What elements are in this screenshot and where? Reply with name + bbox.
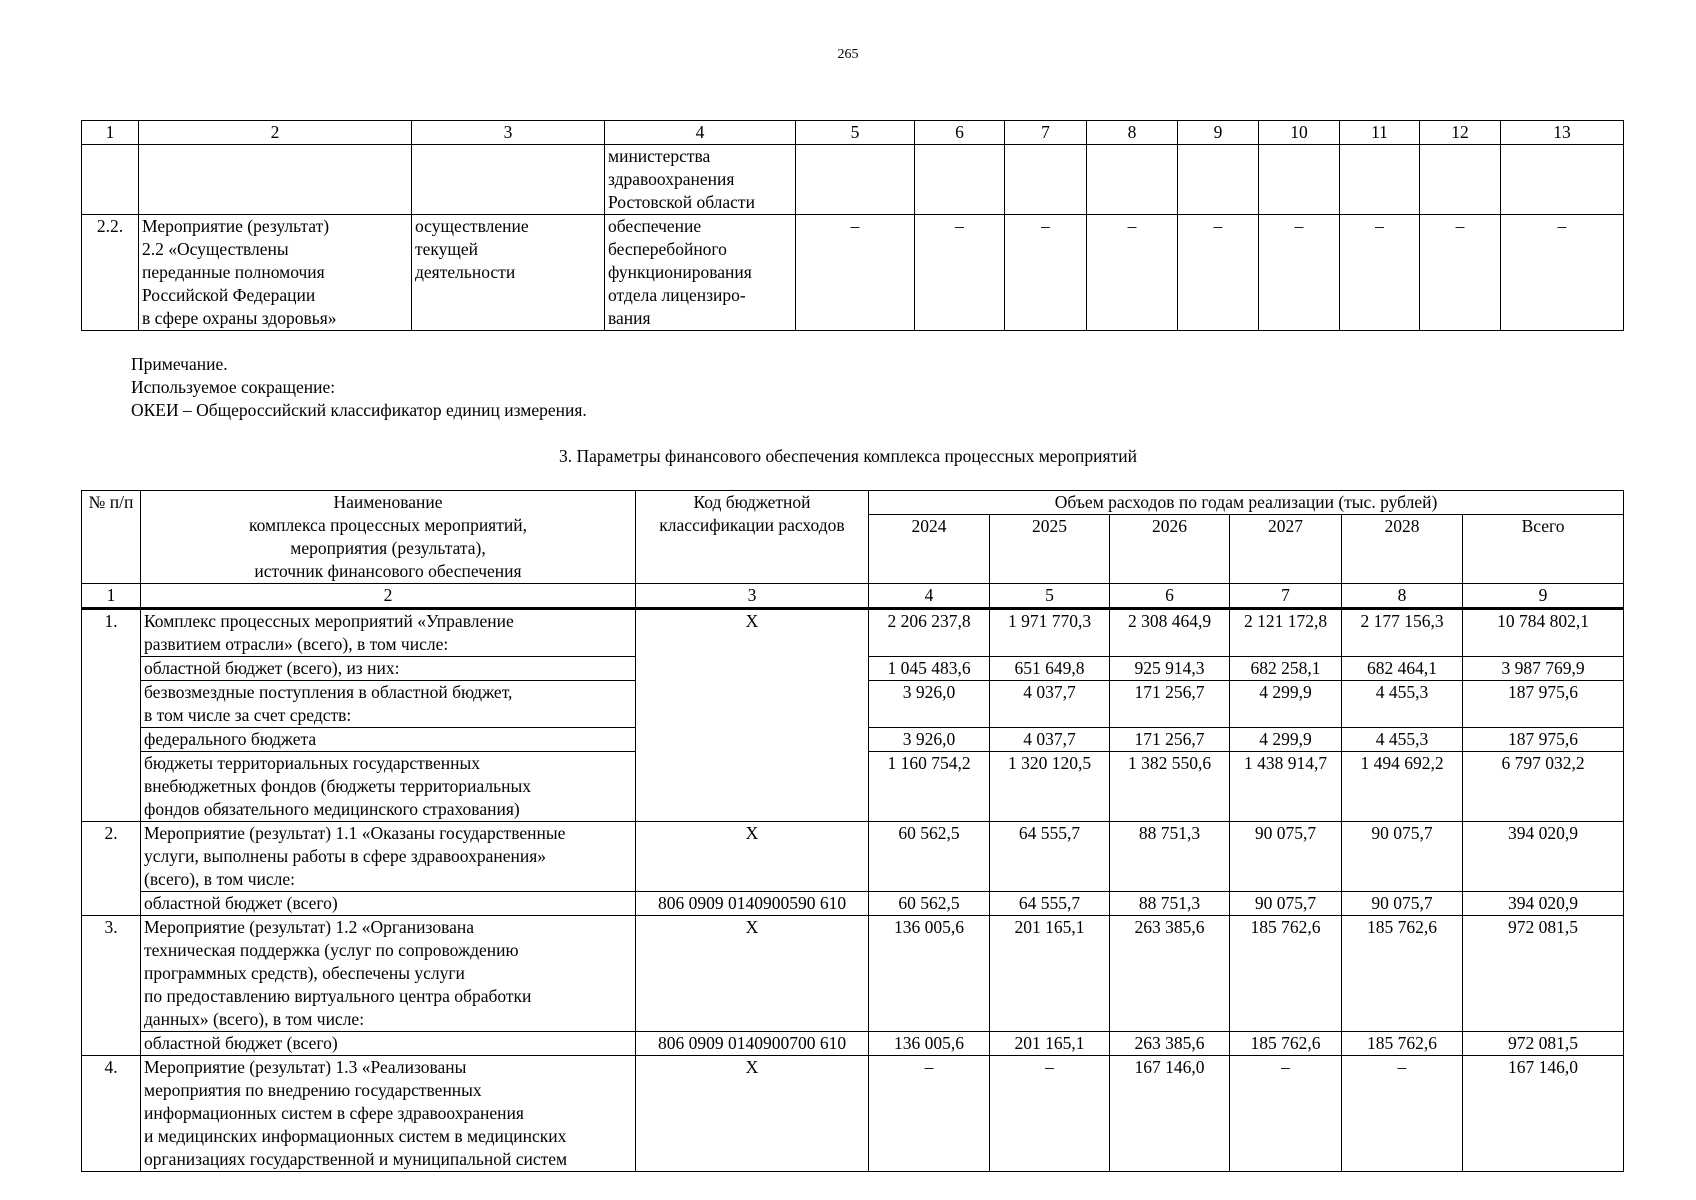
value-cell: 4 455,3	[1342, 728, 1463, 752]
row-number: 1.	[82, 609, 141, 822]
table-row	[82, 892, 1624, 916]
table-header-row	[82, 121, 1624, 145]
total-cell: 972 081,5	[1463, 916, 1624, 1032]
value-cell: 201 165,1	[990, 916, 1110, 1032]
total-cell: 3 987 769,9	[1463, 657, 1624, 681]
value-cell: 4 037,7	[990, 728, 1110, 752]
budget-code-cell: 806 0909 0140900700 610	[636, 1032, 869, 1056]
total-cell: 394 020,9	[1463, 822, 1624, 892]
row-number: 2.2.	[82, 215, 139, 331]
column-number: 6	[1110, 584, 1230, 609]
value-cell: 1 438 914,7	[1230, 752, 1342, 822]
source-name-cell: областной бюджет (всего), из них:	[141, 657, 636, 681]
value-cell: 651 649,8	[990, 657, 1110, 681]
value-cell: –	[1230, 1056, 1342, 1172]
total-cell: 187 975,6	[1463, 681, 1624, 728]
source-name-cell: областной бюджет (всего)	[141, 1032, 636, 1056]
value-cell: 263 385,6	[1110, 916, 1230, 1032]
value-cell: 90 075,7	[1342, 892, 1463, 916]
value-cell: 925 914,3	[1110, 657, 1230, 681]
continuation-table	[81, 120, 1624, 331]
value-cell: –	[1178, 215, 1259, 331]
value-cell: 171 256,7	[1110, 728, 1230, 752]
value-cell: 3 926,0	[869, 728, 990, 752]
column-number: 10	[1259, 121, 1340, 145]
value-cell: 64 555,7	[990, 822, 1110, 892]
value-cell: 60 562,5	[869, 892, 990, 916]
value-cell: 1 494 692,2	[1342, 752, 1463, 822]
value-cell: –	[1340, 215, 1420, 331]
value-cell: 90 075,7	[1230, 822, 1342, 892]
total-cell: 167 146,0	[1463, 1056, 1624, 1172]
value-cell: 201 165,1	[990, 1032, 1110, 1056]
column-number: 5	[796, 121, 915, 145]
table-header-row	[82, 491, 1624, 515]
value-cell: 185 762,6	[1342, 1032, 1463, 1056]
source-name-cell: Мероприятие (результат) 1.3 «Реализованы мероприятия по внедрению государственных информационных систем в сфере здравоохранения и медицинских информационных систем в медицинских организациях государственной и муниципальной систем	[141, 1056, 636, 1172]
value-cell: 88 751,3	[1110, 822, 1230, 892]
column-number: 1	[82, 121, 139, 145]
note-title: Примечание.	[131, 354, 228, 374]
name-header: Наименование комплекса процессных мероприятий, мероприятия (результата), источник финансового обеспечения	[141, 491, 636, 584]
value-cell: 1 320 120,5	[990, 752, 1110, 822]
value-cell: 64 555,7	[990, 892, 1110, 916]
budget-code-cell: Х	[636, 916, 869, 1032]
column-number: 9	[1463, 584, 1624, 609]
table-row	[82, 1032, 1624, 1056]
value-cell: –	[1259, 215, 1340, 331]
column-number: 8	[1342, 584, 1463, 609]
note-line: Используемое сокращение:	[131, 377, 336, 397]
value-cell: 1 160 754,2	[869, 752, 990, 822]
value-cell: 185 762,6	[1342, 916, 1463, 1032]
value-cell: 1 971 770,3	[990, 609, 1110, 657]
value-cell: –	[915, 215, 1005, 331]
column-number-row	[82, 584, 1624, 609]
value-cell: 4 299,9	[1230, 681, 1342, 728]
value-cell: 263 385,6	[1110, 1032, 1230, 1056]
code-header: Код бюджетной классификации расходов	[636, 491, 869, 584]
table-row	[82, 145, 1624, 215]
column-number: 1	[82, 584, 141, 609]
value-cell: 682 464,1	[1342, 657, 1463, 681]
financing-table	[81, 490, 1624, 1172]
column-number: 9	[1178, 121, 1259, 145]
column-number: 7	[1005, 121, 1087, 145]
volume-header: Объем расходов по годам реализации (тыс. рублей)	[869, 491, 1624, 515]
budget-code-cell: Х	[636, 822, 869, 892]
page-number: 265	[837, 47, 859, 62]
budget-code-cell: 806 0909 0140900590 610	[636, 892, 869, 916]
total-cell: 10 784 802,1	[1463, 609, 1624, 657]
column-number: 4	[869, 584, 990, 609]
total-cell: 394 020,9	[1463, 892, 1624, 916]
column-number: 2	[141, 584, 636, 609]
value-cell: 2 308 464,9	[1110, 609, 1230, 657]
column-number: 2	[139, 121, 412, 145]
value-cell: 4 037,7	[990, 681, 1110, 728]
year-header: 2027	[1230, 515, 1342, 584]
value-cell: 1 045 483,6	[869, 657, 990, 681]
source-name-cell: Комплекс процессных мероприятий «Управление развитием отрасли» (всего), в том числе:	[141, 609, 636, 657]
total-cell: 6 797 032,2	[1463, 752, 1624, 822]
column-number: 8	[1087, 121, 1178, 145]
column-number: 7	[1230, 584, 1342, 609]
column-number: 4	[605, 121, 796, 145]
value-cell: 185 762,6	[1230, 916, 1342, 1032]
value-cell: 2 121 172,8	[1230, 609, 1342, 657]
value-cell: 167 146,0	[1110, 1056, 1230, 1172]
column-number: 3	[412, 121, 605, 145]
row-number: 3.	[82, 916, 141, 1056]
value-cell: –	[869, 1056, 990, 1172]
value-cell: 136 005,6	[869, 916, 990, 1032]
value-cell: –	[1087, 215, 1178, 331]
column-number: 5	[990, 584, 1110, 609]
responsible-cell: министерства здравоохранения Ростовской области	[605, 145, 796, 215]
num-header: № п/п	[82, 491, 141, 584]
source-name-cell: бюджеты территориальных государственных внебюджетных фондов (бюджеты территориальных фондов обязательного медицинского страхования)	[141, 752, 636, 822]
value-cell: –	[1420, 215, 1501, 331]
value-cell: 3 926,0	[869, 681, 990, 728]
budget-code-cell: Х	[636, 1056, 869, 1172]
value-cell: –	[990, 1056, 1110, 1172]
value-cell: 1 382 550,6	[1110, 752, 1230, 822]
value-cell: –	[1005, 215, 1087, 331]
value-cell: 682 258,1	[1230, 657, 1342, 681]
value-cell: –	[1501, 215, 1624, 331]
table-row	[82, 916, 1624, 1032]
value-cell: 4 299,9	[1230, 728, 1342, 752]
total-header: Всего	[1463, 515, 1624, 584]
value-cell: 4 455,3	[1342, 681, 1463, 728]
value-cell: 2 177 156,3	[1342, 609, 1463, 657]
source-name-cell: безвозмездные поступления в областной бюджет, в том числе за счет средств:	[141, 681, 636, 728]
column-number: 6	[915, 121, 1005, 145]
value-cell: 60 562,5	[869, 822, 990, 892]
value-cell: 90 075,7	[1230, 892, 1342, 916]
table-row	[82, 609, 1624, 657]
measure-name-cell: Мероприятие (результат) 2.2 «Осуществлены переданные полномочия Российской Федерации в сфере охраны здоровья»	[139, 215, 412, 331]
column-number: 12	[1420, 121, 1501, 145]
total-cell: 187 975,6	[1463, 728, 1624, 752]
value-cell: 185 762,6	[1230, 1032, 1342, 1056]
row-number: 2.	[82, 822, 141, 916]
year-header: 2024	[869, 515, 990, 584]
budget-code-cell: Х	[636, 609, 869, 822]
source-name-cell: Мероприятие (результат) 1.2 «Организована техническая поддержка (услуг по сопровождению программных средств), обеспечены услуги по предоставлению виртуального центра обработки данных» (всего), в том числе:	[141, 916, 636, 1032]
value-cell: 2 206 237,8	[869, 609, 990, 657]
column-number: 3	[636, 584, 869, 609]
year-header: 2025	[990, 515, 1110, 584]
characteristic-cell: обеспечение бесперебойного функционирования отдела лицензиро- вания	[605, 215, 796, 331]
year-header: 2026	[1110, 515, 1230, 584]
source-name-cell: Мероприятие (результат) 1.1 «Оказаны государственные услуги, выполнены работы в сфере здравоохранения» (всего), в том числе:	[141, 822, 636, 892]
column-number: 11	[1340, 121, 1420, 145]
source-name-cell: областной бюджет (всего)	[141, 892, 636, 916]
note-block	[131, 353, 587, 422]
value-cell: 136 005,6	[869, 1032, 990, 1056]
table-row	[82, 215, 1624, 331]
table-row	[82, 822, 1624, 892]
column-number: 13	[1501, 121, 1624, 145]
value-cell: –	[796, 215, 915, 331]
table-row	[82, 1056, 1624, 1172]
type-cell: осуществление текущей деятельности	[412, 215, 605, 331]
value-cell: 88 751,3	[1110, 892, 1230, 916]
source-name-cell: федерального бюджета	[141, 728, 636, 752]
row-number: 4.	[82, 1056, 141, 1172]
value-cell: 90 075,7	[1342, 822, 1463, 892]
value-cell: –	[1342, 1056, 1463, 1172]
year-header: 2028	[1342, 515, 1463, 584]
value-cell: 171 256,7	[1110, 681, 1230, 728]
note-line: ОКЕИ – Общероссийский классификатор единиц измерения.	[131, 400, 587, 420]
section-title: 3. Параметры финансового обеспечения комплекса процессных мероприятий	[559, 446, 1137, 466]
total-cell: 972 081,5	[1463, 1032, 1624, 1056]
